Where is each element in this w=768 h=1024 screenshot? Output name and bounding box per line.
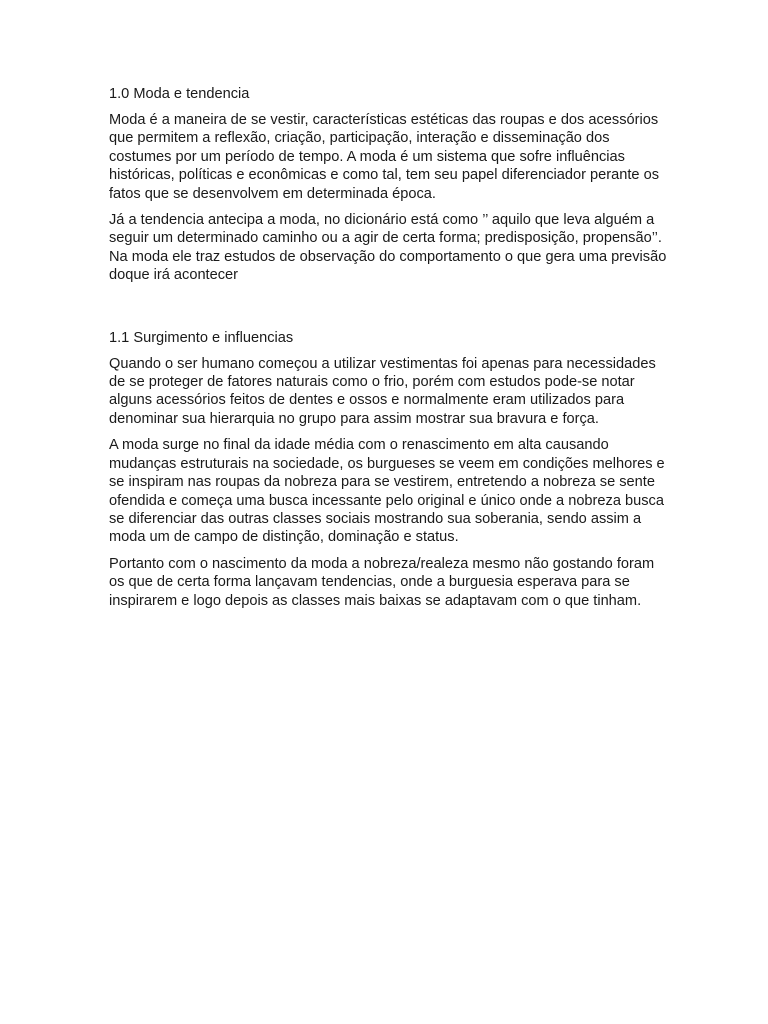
section-heading: 1.1 Surgimento e influencias (109, 329, 294, 346)
paragraph: Já a tendencia antecipa a moda, no dicionário está como ’’ aquilo que leva alguém a seguir um determinado caminho ou a agir de certa forma; predisposição, propensão’’. Na moda ele traz estudos de observação do comportamento o que gera uma previsão doque irá acontecer (109, 212, 667, 284)
paragraph: Portanto com o nascimento da moda a nobreza/realeza mesmo não gostando foram os que de certa forma lançavam tendencias, onde a burguesia esperava para se inspirarem e logo depois as classes mais baixas se adaptavam com o que tinham. (109, 555, 655, 609)
paragraph: Quando o ser humano começou a utilizar vestimentas foi apenas para necessidades de se proteger de fatores naturais como o frio, porém com estudos pode-se notar alguns acessórios feitos de dentes e ossos e normalmente eram utilizados para denominar sua hierarquia no grupo para assim mostrar sua bravura e força. (109, 355, 656, 427)
section-surgimento-e-influencias (109, 329, 669, 610)
document-body (109, 85, 669, 618)
paragraph: A moda surge no final da idade média com o renascimento em alta causando mudanças estruturais na sociedade, os burgueses se veem em condições melhores e se inspiram nas roupas da nobreza para se vestirem, entretendo a nobreza se sente ofendida e começa uma busca incessante pelo original e único onde a nobreza busca se diferenciar das outras classes sociais mostrando sua soberania, sendo assim a moda um de campo de distinção, dominação e status. (109, 437, 665, 546)
section-spacer (109, 293, 669, 329)
paragraph: Moda é a maneira de se vestir, características estéticas das roupas e dos acessórios que permitem a reflexão, criação, participação, interação e disseminação dos costumes por um período de tempo. A moda é um sistema que sofre influências históricas, políticas e econômicas e como tal, tem seu papel diferenciador perante os fatos que se desenvolvem em determinada época. (109, 112, 659, 202)
section-heading: 1.0 Moda e tendencia (109, 86, 250, 102)
section-moda-e-tendencia (109, 85, 669, 285)
